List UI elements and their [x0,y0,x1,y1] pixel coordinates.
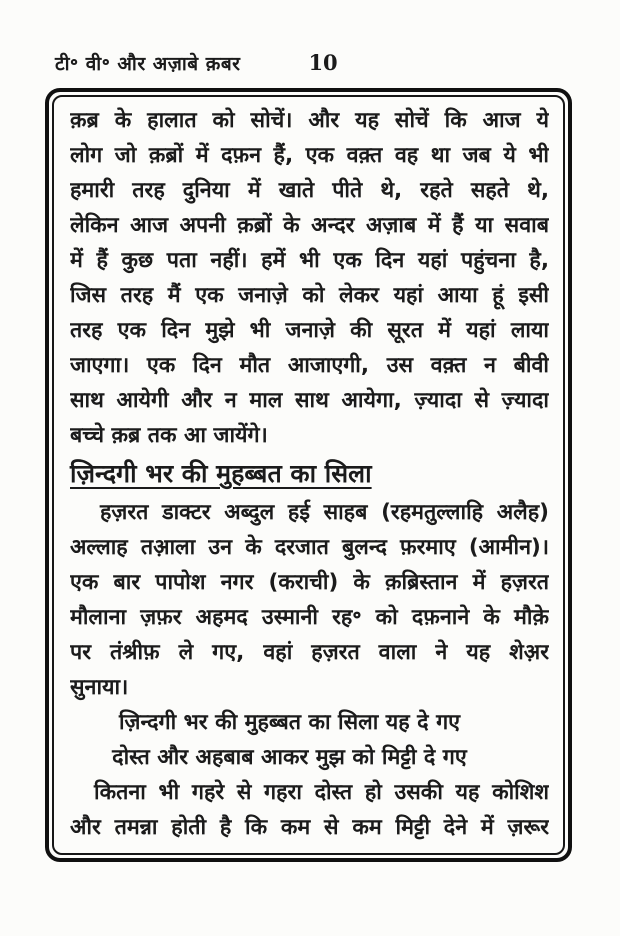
paragraph-line: तरह एक दिन मुझे भी जनाज़े की सूरत में यहां लाया [70,318,549,343]
verse-line: दोस्त और अहबाब आकर मुझ को मिट्टी दे गए [112,745,467,770]
paragraph-line: और तमन्ना होती है कि कम से कम मिट्टी देने में ज़रूर [70,815,549,840]
paragraph-line: कितना भी गहरे से गहरा दोस्त हो उसकी यह कोशिश [94,780,549,805]
paragraph-line: हमारी तरह दुनिया में खाते पीते थे, रहते सहते थे, [70,178,549,203]
paragraph-line: एक बार पापोश नगर (कराची) के क़ब्रिस्तान में हज़रत [70,570,549,595]
paragraph-line: लोग जो क़ब्रों में दफ़न हैं, एक वक़्त वह था जब ये भी [70,143,549,168]
paragraph-line: बच्चे क़ब्र तक आ जायेंगे। [70,423,268,448]
paragraph-line: हज़रत डाक्टर अब्दुल हई साहब (रहमतुल्लाहि अलैह) [100,500,549,525]
section-heading: ज़िन्दगी भर की मुहब्बत का सिला [70,459,372,488]
content-box-inner [52,95,565,855]
paragraph-line: पर तंश्रीफ़ ले गए, वहां हज़रत वाला ने यह शेअ़र [70,640,549,665]
paragraph-line: लेकिन आज अपनी क़ब्रों के अन्दर अज़ाब में हैं या सवाब [70,213,549,238]
paragraph-line: जाएगा। एक दिन मौत आजाएगी, उस वक़्त न बीवी [70,353,549,378]
page-header [55,50,580,76]
book-title: टी॰ वी॰ और अज़ाबे क़बर [55,53,241,75]
paragraph-line: अल्लाह तआ़ला उन के दरजात बुलन्द फ़रमाए (आमीन)। [70,535,549,560]
verse-line: ज़िन्दगी भर की मुहब्बत का सिला यह दे गए [118,710,461,735]
page-number: 10 [308,50,338,75]
paragraph-line: में हैं कुछ पता नहीं। हमें भी एक दिन यहां पहुंचना है, [70,248,549,273]
paragraph-line: सुनाया। [70,675,129,700]
content-box [45,88,572,862]
paragraph-line: साथ आयेगी और न माल साथ आयेगा, ज़्यादा से ज़्यादा [70,388,549,413]
paragraph-line: जिस तरह मैं एक जनाज़े को लेकर यहां आया हूं इसी [70,283,549,308]
paragraph-line: मौलाना ज़फ़र अहमद उस्मानी रह॰ को दफ़नाने के मौक़े [70,605,549,630]
paragraph-line: क़ब्र के हालात को सोचें। और यह सोचें कि आज ये [70,108,549,133]
